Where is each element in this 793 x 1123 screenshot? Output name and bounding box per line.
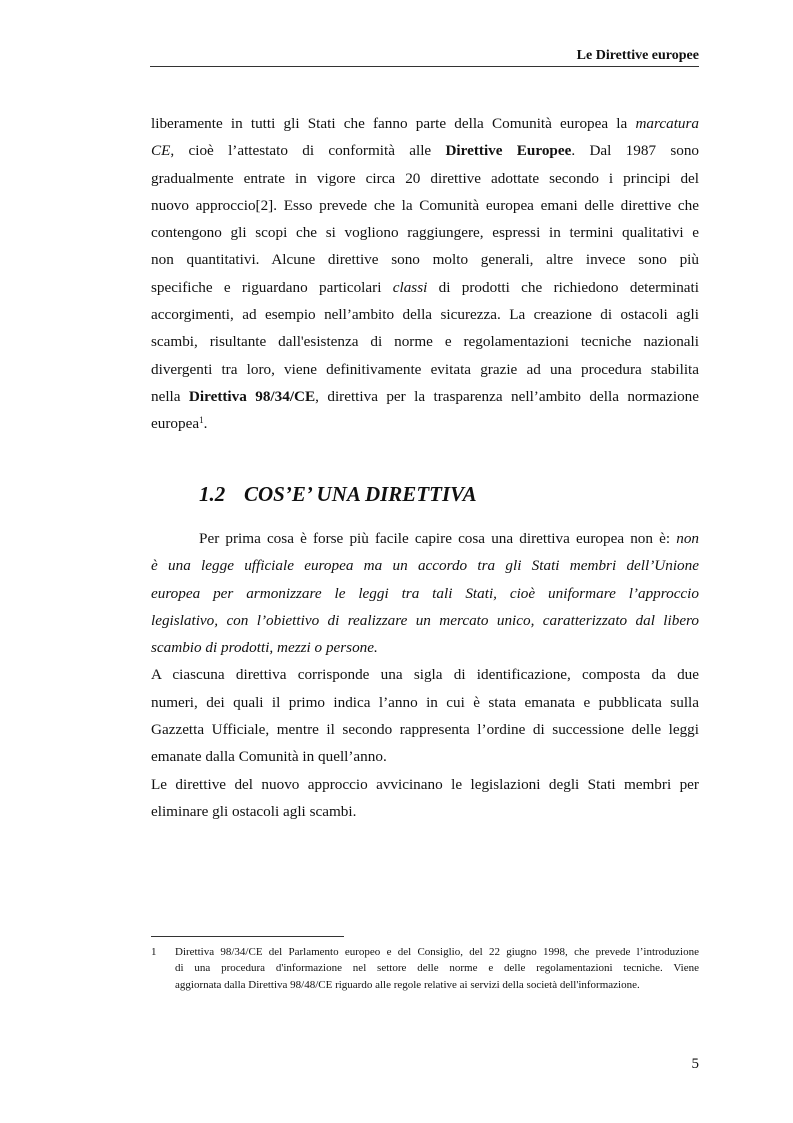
text-line: nella Direttiva 98/34/CE, direttiva per la trasparenza nell’ambito della normazione (151, 387, 700, 405)
text-line: Per prima cosa è forse più facile capire cosa una direttiva europea non è: non (199, 530, 699, 547)
section-number: 1.2 (199, 482, 226, 506)
section-heading (199, 482, 477, 507)
text-line: scambi, risultante dall'esistenza di norme e regolamentazioni tecniche nazionali (151, 333, 699, 351)
text-line: scambio di prodotti, mezzi o persone. (151, 639, 378, 657)
text-line: europea per armonizzare le leggi tra tali Stati, cioè uniformare l’approccio (151, 584, 699, 602)
running-header: Le Direttive europee (576, 48, 699, 63)
paragraph-definition (151, 525, 699, 825)
text-line: accorgimenti, ad esempio nell’ambito della sicurezza. La creazione di ostacoli agli (151, 306, 699, 324)
text-line: liberamente in tutti gli Stati che fanno parte della Comunità europea la marcatura (151, 115, 700, 132)
page-number: 5 (691, 1056, 699, 1072)
paragraph-intro (151, 110, 699, 438)
footnote-line: aggiornata dalla Direttiva 98/48/CE riguardo alle regole relative ai servizi della società dell'informazione. (175, 978, 640, 991)
footnote-line: Direttiva 98/34/CE del Parlamento europeo e del Consiglio, del 22 giugno 1998, che prevede l’introduzione (175, 946, 699, 958)
text-line: non quantitativi. Alcune direttive sono molto generali, altre invece sono più (151, 251, 699, 269)
text-line: è una legge ufficiale europea ma un accordo tra gli Stati membri dell’Unione (151, 557, 699, 575)
text-line: A ciascuna direttiva corrisponde una sigla di identificazione, composta da due (151, 666, 699, 684)
text-line: Le direttive del nuovo approccio avvicinano le legislazioni degli Stati membri per (151, 775, 699, 793)
text-line: divergenti tra loro, viene definitivamente evitata grazie ad una procedura stabilita (151, 360, 699, 378)
text-line: eliminare gli ostacoli agli scambi. (151, 802, 357, 820)
text-line: CE, cioè l’attestato di conformità alle Direttive Europee. Dal 1987 sono (151, 142, 700, 160)
text-line: nuovo approccio[2]. Esso prevede che la Comunità europea emani delle direttive che (151, 196, 699, 214)
footnote-reference[interactable]: 1 (199, 415, 204, 426)
footnote-line: di una procedura d'informazione nel settore delle norme e delle regolamentazioni tecniche. Viene (175, 962, 699, 975)
text-line: gradualmente entrate in vigore circa 20 direttive adottate secondo i principi del (151, 169, 699, 187)
text-line: numeri, dei quali il primo indica l’anno in cui è stata emanata e pubblicata sulla (151, 693, 699, 711)
text-line: europea$^1$. (151, 415, 208, 433)
footnote-rule (151, 936, 344, 937)
text-line: specifiche e riguardano particolari classi di prodotti che richiedono determinati (151, 278, 699, 296)
section-title: COS’E’ UNA DIRETTIVA (244, 482, 477, 506)
text-line: Gazzetta Ufficiale, mentre il secondo rappresenta l’ordine di successione delle leggi (151, 721, 699, 739)
footnote (151, 944, 699, 993)
text-line: legislativo, con l’obiettivo di realizzare un mercato unico, caratterizzato dal libero (151, 611, 699, 629)
text-line: emanate dalla Comunità in quell’anno. (151, 748, 387, 766)
text-line: contengono gli scopi che si vogliono raggiungere, espressi in termini qualitativi e (151, 224, 699, 242)
footnote-text (175, 944, 699, 993)
footnote-mark: 1 (151, 946, 157, 958)
header-rule (150, 66, 699, 67)
